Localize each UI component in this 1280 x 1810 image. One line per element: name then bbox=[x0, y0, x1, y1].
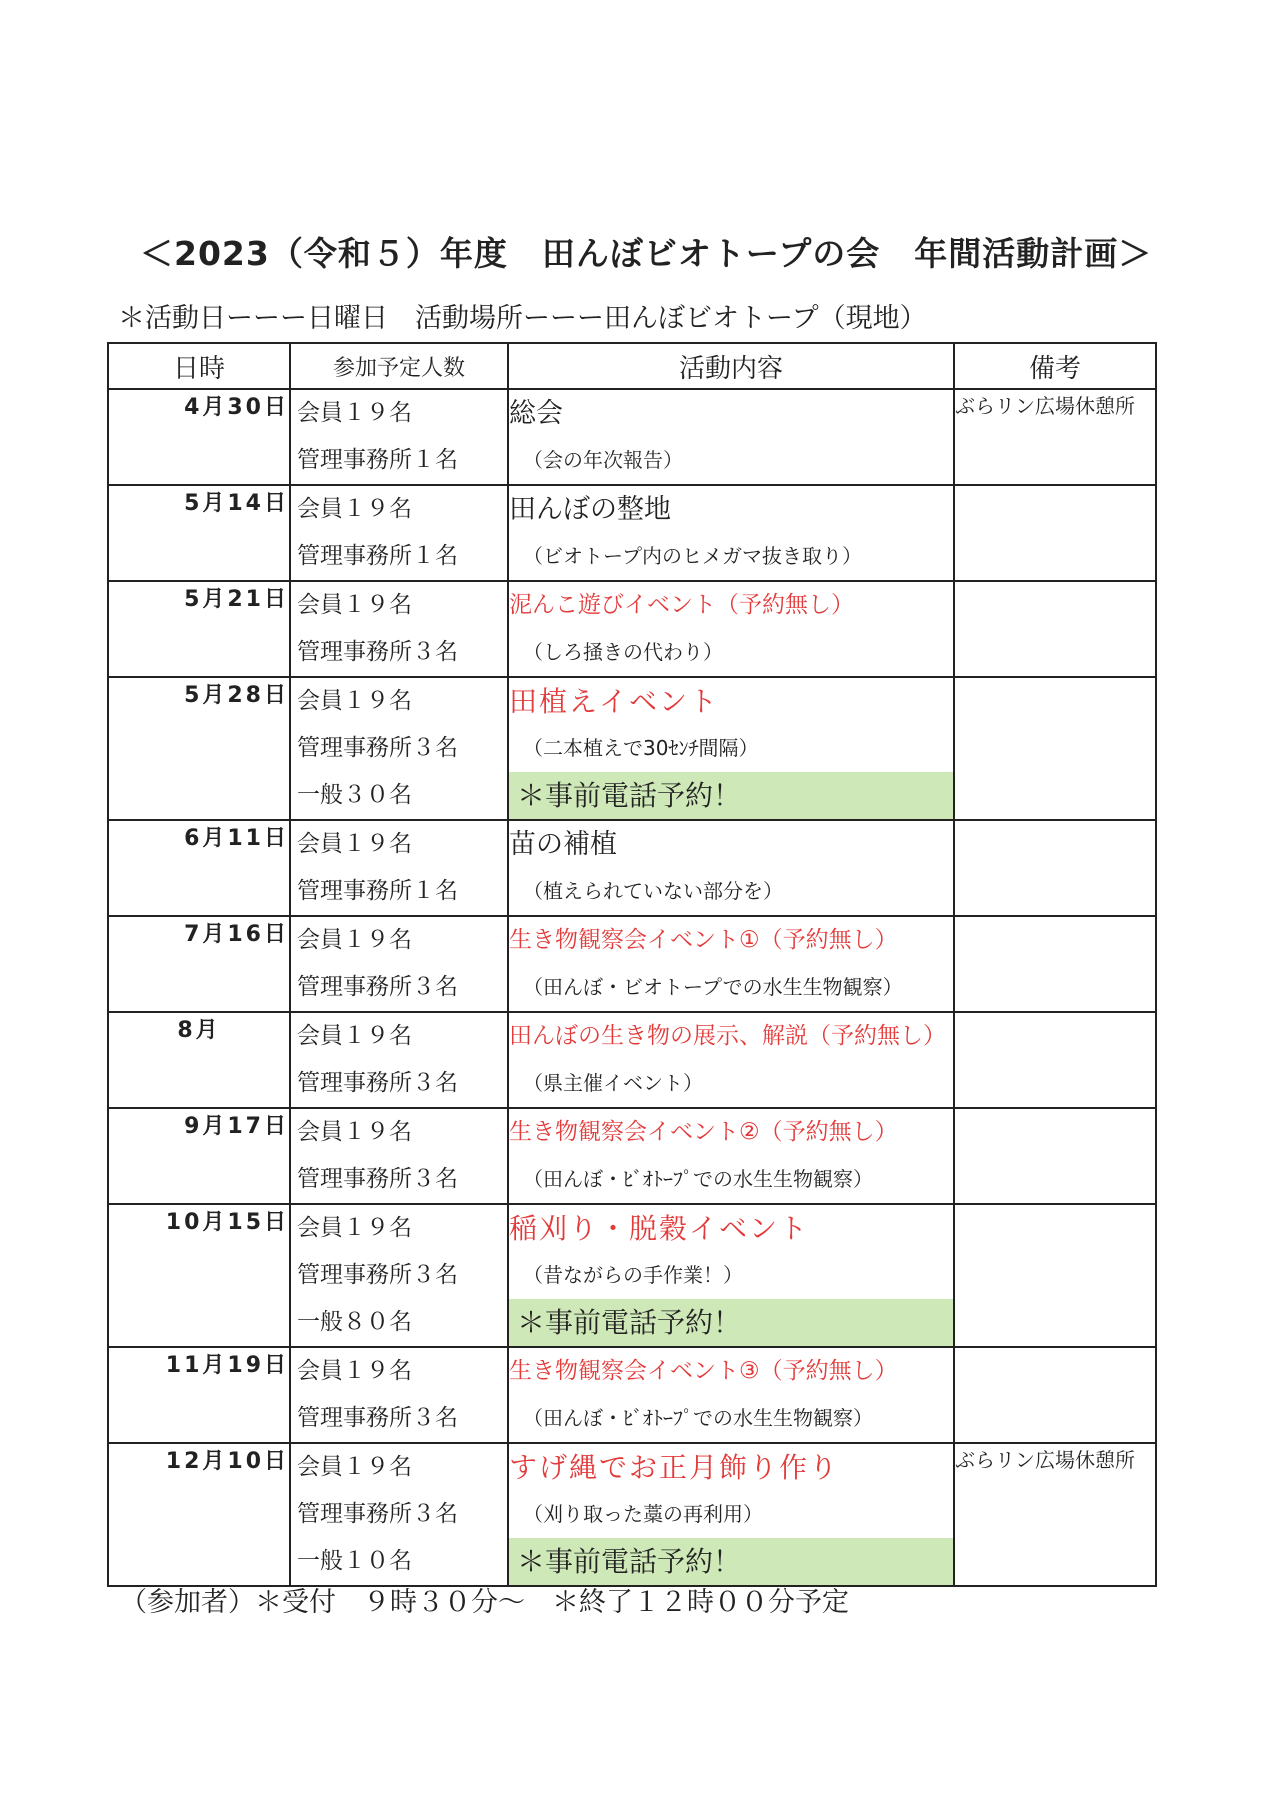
participant-members: 会員１９名 bbox=[297, 1023, 412, 1049]
activity-title: すげ縄でお正月飾り作り bbox=[509, 1451, 840, 1484]
participant-office: 管理事務所３名 bbox=[297, 1070, 458, 1096]
table-row bbox=[108, 677, 1156, 820]
participant-members: 会員１９名 bbox=[297, 400, 412, 426]
row-note: ぶらリン広場休憩所 bbox=[954, 1443, 1156, 1586]
activity-detail: （田んぼ・ﾋﾞｵﾄｰﾌﾟでの水生生物観察） bbox=[523, 1167, 873, 1191]
activity-title: 生き物観察会イベント①（予約無し） bbox=[509, 927, 898, 953]
table-row bbox=[108, 1204, 1156, 1347]
row-note bbox=[954, 581, 1156, 677]
table-header-row bbox=[108, 343, 1156, 389]
row-participants bbox=[290, 677, 508, 820]
row-activity bbox=[508, 1347, 954, 1443]
row-activity bbox=[508, 1204, 954, 1347]
row-date: 5月14日 bbox=[108, 485, 290, 581]
activity-title: 総会 bbox=[509, 398, 563, 429]
row-activity bbox=[508, 389, 954, 485]
table-row bbox=[108, 1443, 1156, 1586]
participant-general: 一般１０名 bbox=[297, 1548, 412, 1574]
participant-general: 一般８０名 bbox=[297, 1309, 412, 1335]
row-activity bbox=[508, 677, 954, 820]
row-participants bbox=[290, 581, 508, 677]
row-activity bbox=[508, 485, 954, 581]
header-notes: 備考 bbox=[954, 343, 1156, 389]
participant-members: 会員１９名 bbox=[297, 927, 412, 953]
participant-members: 会員１９名 bbox=[297, 496, 412, 522]
row-note bbox=[954, 677, 1156, 820]
row-activity bbox=[508, 1012, 954, 1108]
participant-office: 管理事務所３名 bbox=[297, 1405, 458, 1431]
row-activity bbox=[508, 916, 954, 1012]
activity-title: 田んぼの生き物の展示、解説（予約無し） bbox=[509, 1023, 946, 1049]
row-note bbox=[954, 1347, 1156, 1443]
row-participants bbox=[290, 1204, 508, 1347]
row-participants bbox=[290, 485, 508, 581]
row-note bbox=[954, 485, 1156, 581]
row-activity bbox=[508, 581, 954, 677]
table-row bbox=[108, 389, 1156, 485]
activity-detail: （田んぼ・ﾋﾞｵﾄｰﾌﾟでの水生生物観察） bbox=[523, 1406, 873, 1430]
activity-title: 田んぼの整地 bbox=[509, 494, 671, 525]
row-note bbox=[954, 1108, 1156, 1204]
page-title: ＜2023（令和５）年度 田んぼビオトープの会 年間活動計画＞ bbox=[140, 234, 1153, 273]
participant-members: 会員１９名 bbox=[297, 1358, 412, 1384]
row-date: 9月17日 bbox=[108, 1108, 290, 1204]
participant-office: 管理事務所１名 bbox=[297, 543, 458, 569]
row-participants bbox=[290, 1012, 508, 1108]
schedule-table bbox=[107, 342, 1157, 1587]
row-activity bbox=[508, 1443, 954, 1586]
row-date: 10月15日 bbox=[108, 1204, 290, 1347]
reservation-note: ＊事前電話予約！ bbox=[509, 772, 953, 819]
table-row bbox=[108, 1012, 1156, 1108]
reservation-note: ＊事前電話予約！ bbox=[509, 1299, 953, 1346]
table-row bbox=[108, 916, 1156, 1012]
participant-members: 会員１９名 bbox=[297, 831, 412, 857]
activity-detail: （刈り取った藁の再利用） bbox=[523, 1502, 763, 1526]
activity-title: 生き物観察会イベント③（予約無し） bbox=[509, 1358, 898, 1384]
activity-title: 田植えイベント bbox=[509, 685, 720, 718]
table-row bbox=[108, 485, 1156, 581]
participant-members: 会員１９名 bbox=[297, 592, 412, 618]
row-date: 12月10日 bbox=[108, 1443, 290, 1586]
participant-office: 管理事務所３名 bbox=[297, 1501, 458, 1527]
participant-office: 管理事務所３名 bbox=[297, 639, 458, 665]
table-row bbox=[108, 581, 1156, 677]
row-participants bbox=[290, 820, 508, 916]
header-content: 活動内容 bbox=[508, 343, 954, 389]
activity-detail: （県主催イベント） bbox=[523, 1071, 703, 1095]
row-date: 8月 bbox=[108, 1012, 290, 1108]
activity-detail: （しろ掻きの代わり） bbox=[523, 640, 723, 664]
table-row bbox=[108, 1108, 1156, 1204]
participant-members: 会員１９名 bbox=[297, 1119, 412, 1145]
reservation-note: ＊事前電話予約！ bbox=[509, 1538, 953, 1585]
row-participants bbox=[290, 1108, 508, 1204]
row-participants bbox=[290, 1347, 508, 1443]
row-date: 5月21日 bbox=[108, 581, 290, 677]
table-row bbox=[108, 1347, 1156, 1443]
row-participants bbox=[290, 1443, 508, 1586]
row-date: 5月28日 bbox=[108, 677, 290, 820]
activity-info: ＊活動日ーーー日曜日 活動場所ーーー田んぼビオトープ（現地） bbox=[118, 303, 927, 334]
row-date: 11月19日 bbox=[108, 1347, 290, 1443]
participant-members: 会員１９名 bbox=[297, 1215, 412, 1241]
activity-detail: （二本植えで30ｾﾝﾁ間隔） bbox=[523, 736, 759, 760]
activity-title: 泥んこ遊びイベント（予約無し） bbox=[509, 592, 854, 618]
participant-office: 管理事務所３名 bbox=[297, 735, 458, 761]
row-note bbox=[954, 916, 1156, 1012]
table-row bbox=[108, 820, 1156, 916]
row-note: ぶらリン広場休憩所 bbox=[954, 389, 1156, 485]
activity-title: 苗の補植 bbox=[509, 829, 617, 860]
row-date: 6月11日 bbox=[108, 820, 290, 916]
row-note bbox=[954, 820, 1156, 916]
activity-title: 生き物観察会イベント②（予約無し） bbox=[509, 1119, 898, 1145]
participant-office: 管理事務所３名 bbox=[297, 1262, 458, 1288]
activity-detail: （田んぼ・ビオトープでの水生生物観察） bbox=[523, 975, 903, 999]
row-date: 4月30日 bbox=[108, 389, 290, 485]
participant-office: 管理事務所１名 bbox=[297, 878, 458, 904]
row-note bbox=[954, 1204, 1156, 1347]
row-date: 7月16日 bbox=[108, 916, 290, 1012]
row-activity bbox=[508, 1108, 954, 1204]
participant-members: 会員１９名 bbox=[297, 1454, 412, 1480]
row-note bbox=[954, 1012, 1156, 1108]
row-activity bbox=[508, 820, 954, 916]
participant-office: 管理事務所３名 bbox=[297, 974, 458, 1000]
participant-general: 一般３０名 bbox=[297, 782, 412, 808]
activity-detail: （ビオトープ内のヒメガマ抜き取り） bbox=[523, 544, 862, 568]
participant-members: 会員１９名 bbox=[297, 688, 412, 714]
participant-office: 管理事務所１名 bbox=[297, 447, 458, 473]
header-date: 日時 bbox=[108, 343, 290, 389]
participant-footer: （参加者）＊受付 ９時３０分～ ＊終了１２時００分予定 bbox=[120, 1587, 849, 1618]
activity-detail: （昔ながらの手作業！） bbox=[523, 1263, 743, 1287]
row-participants bbox=[290, 389, 508, 485]
header-participants: 参加予定人数 bbox=[290, 343, 508, 389]
activity-detail: （植えられていない部分を） bbox=[523, 879, 783, 903]
activity-detail: （会の年次報告） bbox=[523, 448, 683, 472]
participant-office: 管理事務所３名 bbox=[297, 1166, 458, 1192]
activity-title: 稲刈り・脱穀イベント bbox=[509, 1212, 810, 1245]
row-participants bbox=[290, 916, 508, 1012]
